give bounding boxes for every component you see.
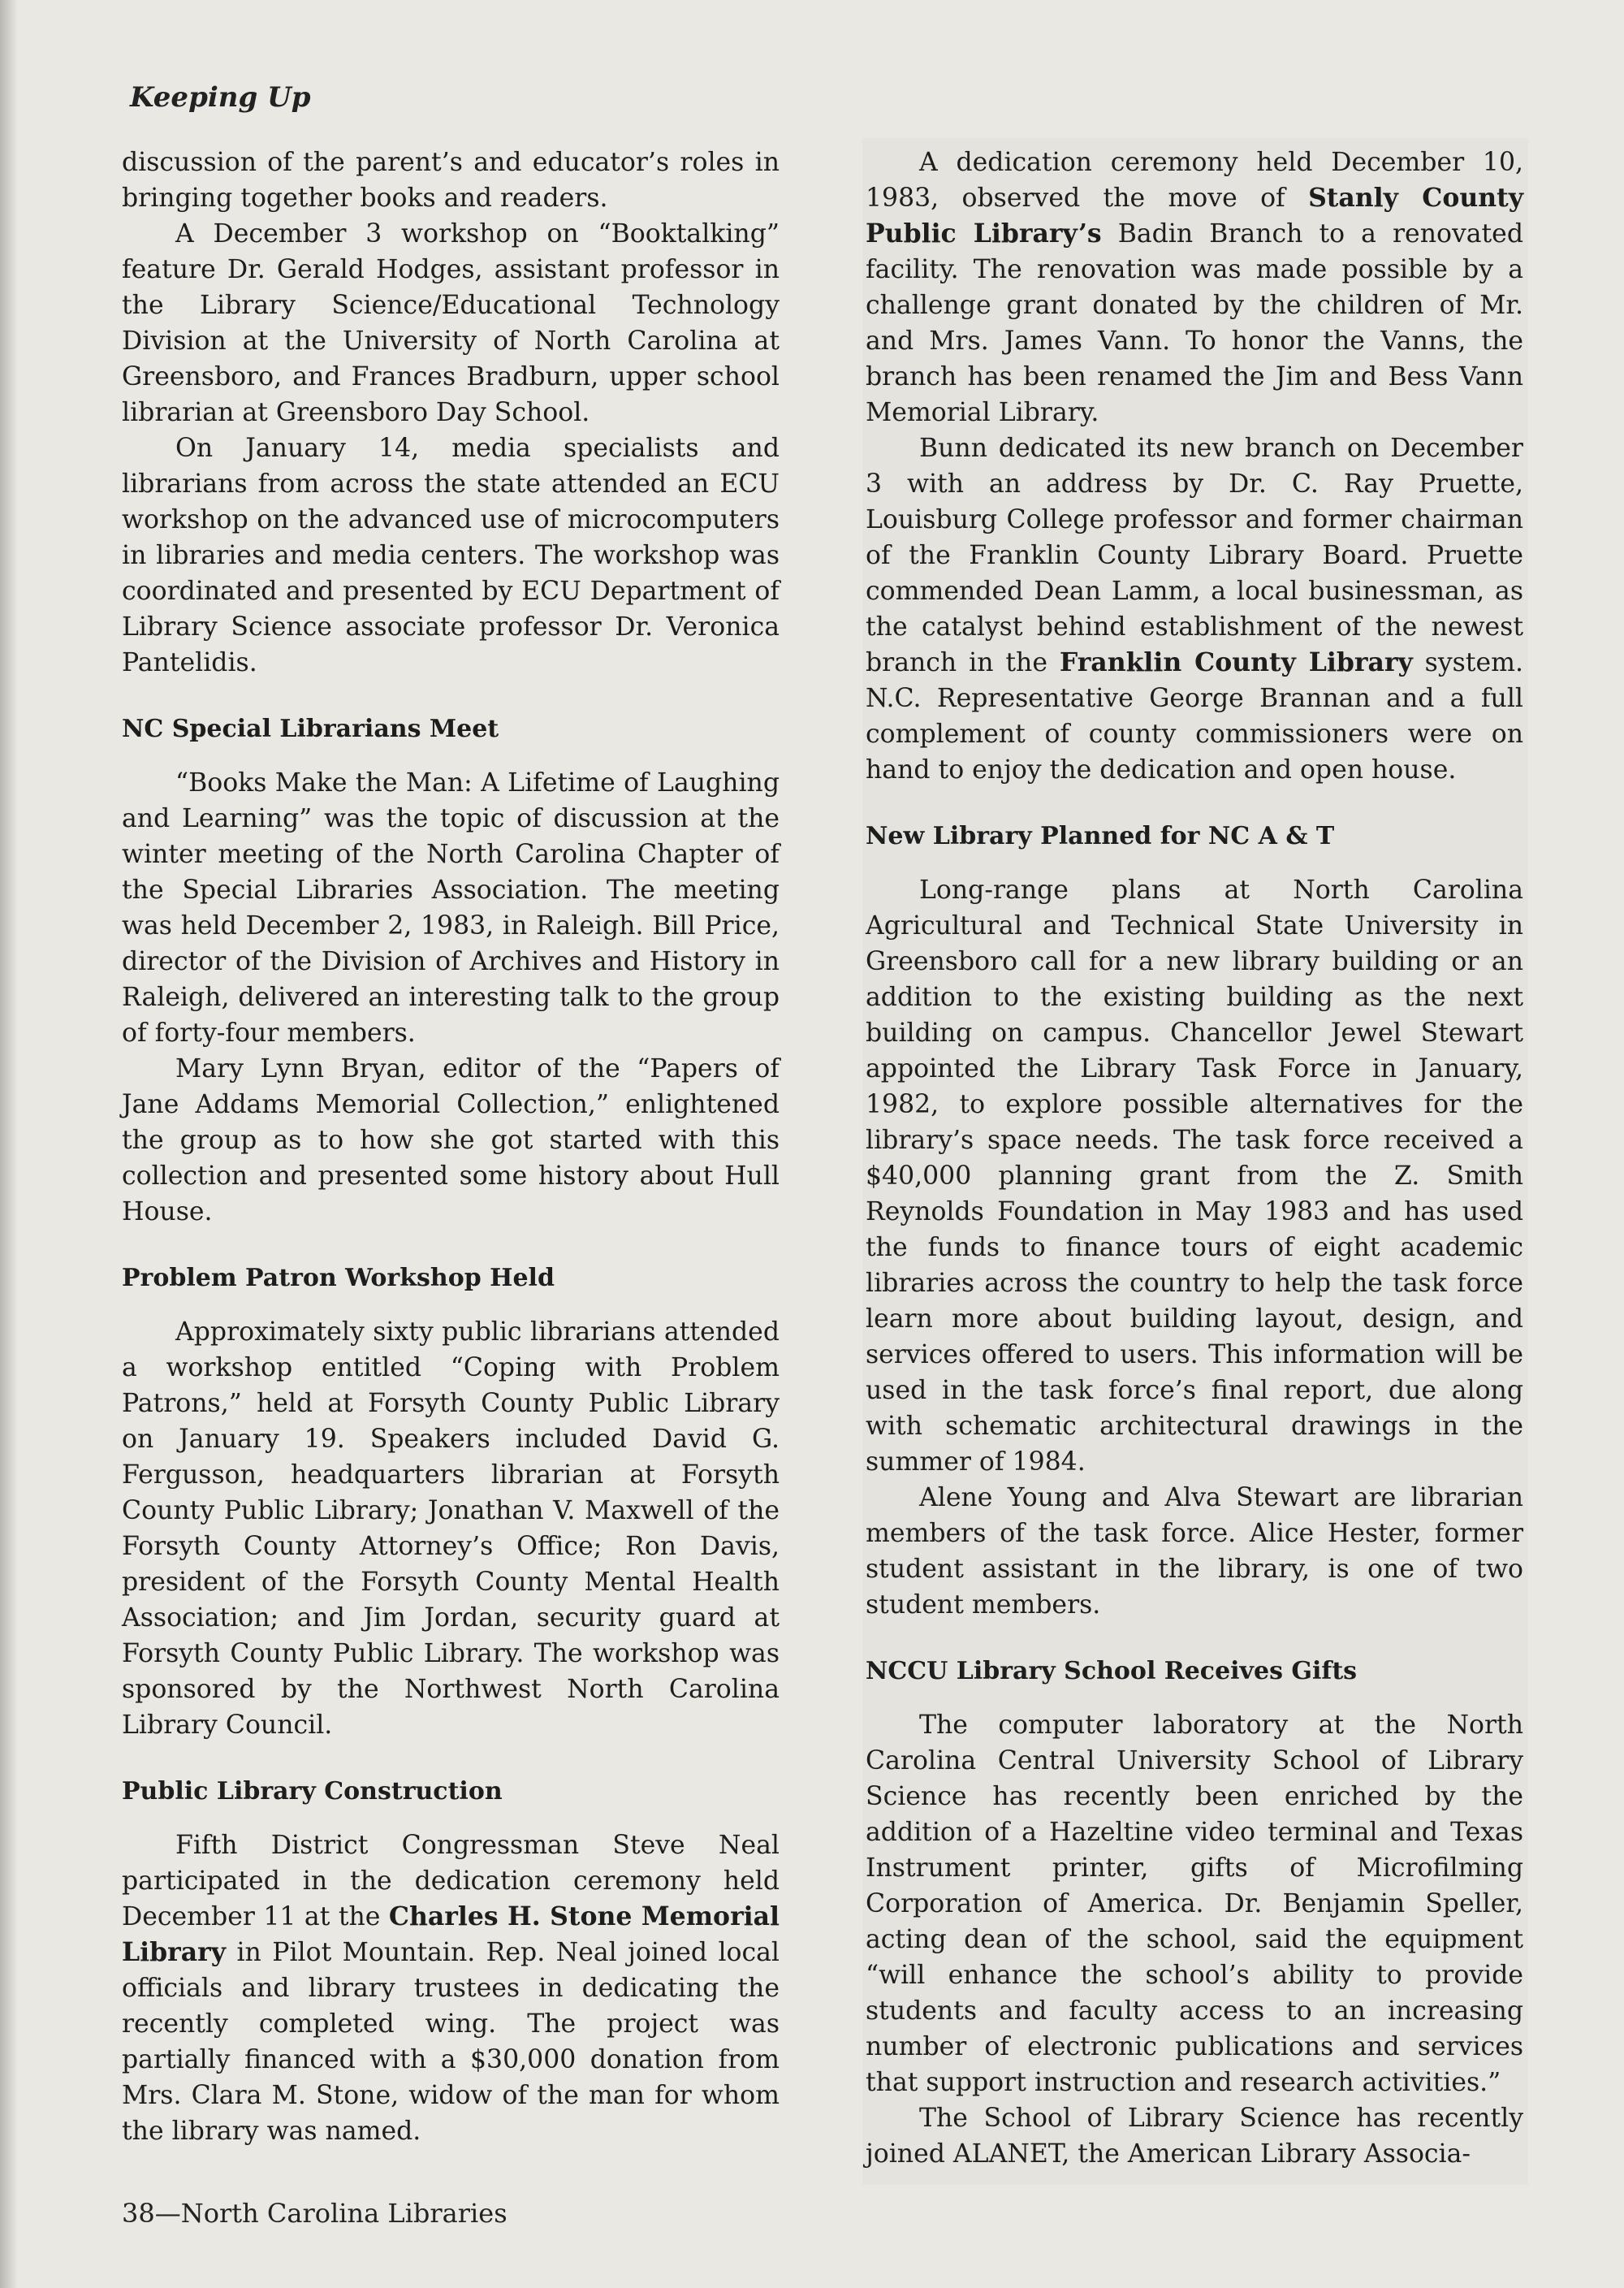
- paragraph: [122, 1827, 780, 2149]
- section-heading-special-librarians: NC Special Librarians Meet: [122, 715, 499, 743]
- paragraph: Approximately sixty public librarians attended a workshop entitled “Coping with Problem Patrons,” held at Forsyth County Public Library on January 19. Speakers included David G. Fergusson, headquarters librarian at Forsyth County Public Library; Jonathan V. Maxwell of the Forsyth County Attorney’s Office; Ron Davis, president of the Forsyth County Mental Health Association; and Jim Jordan, security guard at Forsyth County Public Library. The workshop was sponsored by the Northwest North Carolina Library Council.: [122, 1317, 780, 1740]
- text-run: Badin Branch to a renovated facility. The renovation was made possible by a challenge grant donated by the children of Mr. and Mrs. James Vann. To honor the Vanns, the branch has been renamed the Jim and Bess Vann Memorial Library.: [866, 219, 1523, 427]
- paragraph: On January 14, media specialists and librarians from across the state attended an ECU workshop on the advanced use of microcomputers in libraries and media centers. The workshop was coordinated and presented by ECU Department of Library Science associate professor Dr. Veronica Pantelidis.: [122, 434, 780, 677]
- page-footer: 38—North Carolina Libraries: [122, 2198, 508, 2229]
- paragraph: Mary Lynn Bryan, editor of the “Papers of Jane Addams Memorial Collection,” enlightened the group as to how she got started with this collection and presented some history about Hull House.: [122, 1054, 780, 1226]
- paragraph: [866, 430, 1523, 788]
- running-head: Keeping Up: [130, 81, 311, 114]
- library-name-bold: Franklin County Library: [1059, 647, 1413, 677]
- left-column: [122, 145, 780, 2149]
- text-run: in Pilot Mountain. Rep. Neal joined local officials and library trustees in dedicating the recently completed wing. The project was partially financed with a $30,000 donation from Mrs. Clara M. Stone, widow of the man for whom the library was named.: [122, 1938, 780, 2146]
- paragraph: “Books Make the Man: A Lifetime of Laughing and Learning” was the topic of discussion at the winter meeting of the North Carolina Chapter of the Special Libraries Association. The meeting was held December 2, 1983, in Raleigh. Bill Price, director of the Division of Archives and History in Raleigh, delivered an interesting talk to the group of forty-four members.: [122, 768, 780, 1048]
- text-run: Bunn dedicated its new branch on December 3 with an address by Dr. C. Ray Pruette, Louisburg College professor and former chairman of the Franklin County Library Board. Pruette commended Dean Lamm, a local businessman, as the catalyst behind establishment of the newest branch in the: [866, 434, 1523, 677]
- paragraph: The computer laboratory at the North Carolina Central University School of Library Science has recently been enriched by the addition of a Hazeltine video terminal and Texas Instrument printer, gifts of Microfilming Corporation of America. Dr. Benjamin Speller, acting dean of the school, said the equipment “will enhance the school’s ability to provide students and faculty access to an increasing number of electronic publications and services that support instruction and research activities.”: [866, 1711, 1523, 2097]
- section-heading-public-library-construction: Public Library Construction: [122, 1777, 503, 1806]
- paragraph: Alene Young and Alva Stewart are librarian members of the task force. Alice Hester, former student assistant in the library, is one of two student members.: [866, 1483, 1523, 1620]
- section-heading-problem-patron: Problem Patron Workshop Held: [122, 1264, 555, 1292]
- paragraph: A December 3 workshop on “Booktalking” feature Dr. Gerald Hodges, assistant professor in the Library Science/Educational Technology Division at the University of North Carolina at Greensboro, and Frances Bradburn, upper school librarian at Greensboro Day School.: [122, 219, 780, 427]
- library-name-bold: Charles H. Stone Memorial Library: [122, 1901, 780, 1967]
- library-name-bold: Stanly County Public Library’s: [866, 183, 1523, 249]
- paragraph: discussion of the parent’s and educator’s roles in bringing together books and readers.: [122, 148, 780, 213]
- section-heading-nccu-gifts: NCCU Library School Receives Gifts: [866, 1657, 1358, 1685]
- paragraph: Long-range plans at North Carolina Agricultural and Technical State University in Greensboro call for a new library building or an addition to the existing building as the next building on campus. Chancellor Jewel Stewart appointed the Library Task Force in January, 1982, to explore possible alternatives for the library’s space needs. The task force received a $40,000 planning grant from the Z. Smith Reynolds Foundation in May 1983 and has used the funds to finance tours of eight academic libraries across the country to help the task force learn more about building layout, design, and services offered to users. This information will be used in the task force’s final report, due along with schematic architectural drawings in the summer of 1984.: [866, 876, 1523, 1477]
- text-run: A dedication ceremony held December 10, 1983, observed the move of: [866, 148, 1523, 213]
- text-run: Fifth District Congressman Steve Neal participated in the dedication ceremony held December 11 at the: [122, 1831, 780, 1931]
- right-column: [866, 145, 1523, 2172]
- paragraph: The School of Library Science has recently joined ALANET, the American Library Associa-: [866, 2104, 1523, 2169]
- paragraph: [866, 145, 1523, 430]
- page-edge-shadow: [0, 0, 18, 2288]
- section-heading-nc-at-library: New Library Planned for NC A & T: [866, 822, 1335, 850]
- text-run: system. N.C. Representative George Brannan and a full complement of county commissioners were on hand to enjoy the dedication and open house.: [866, 648, 1523, 785]
